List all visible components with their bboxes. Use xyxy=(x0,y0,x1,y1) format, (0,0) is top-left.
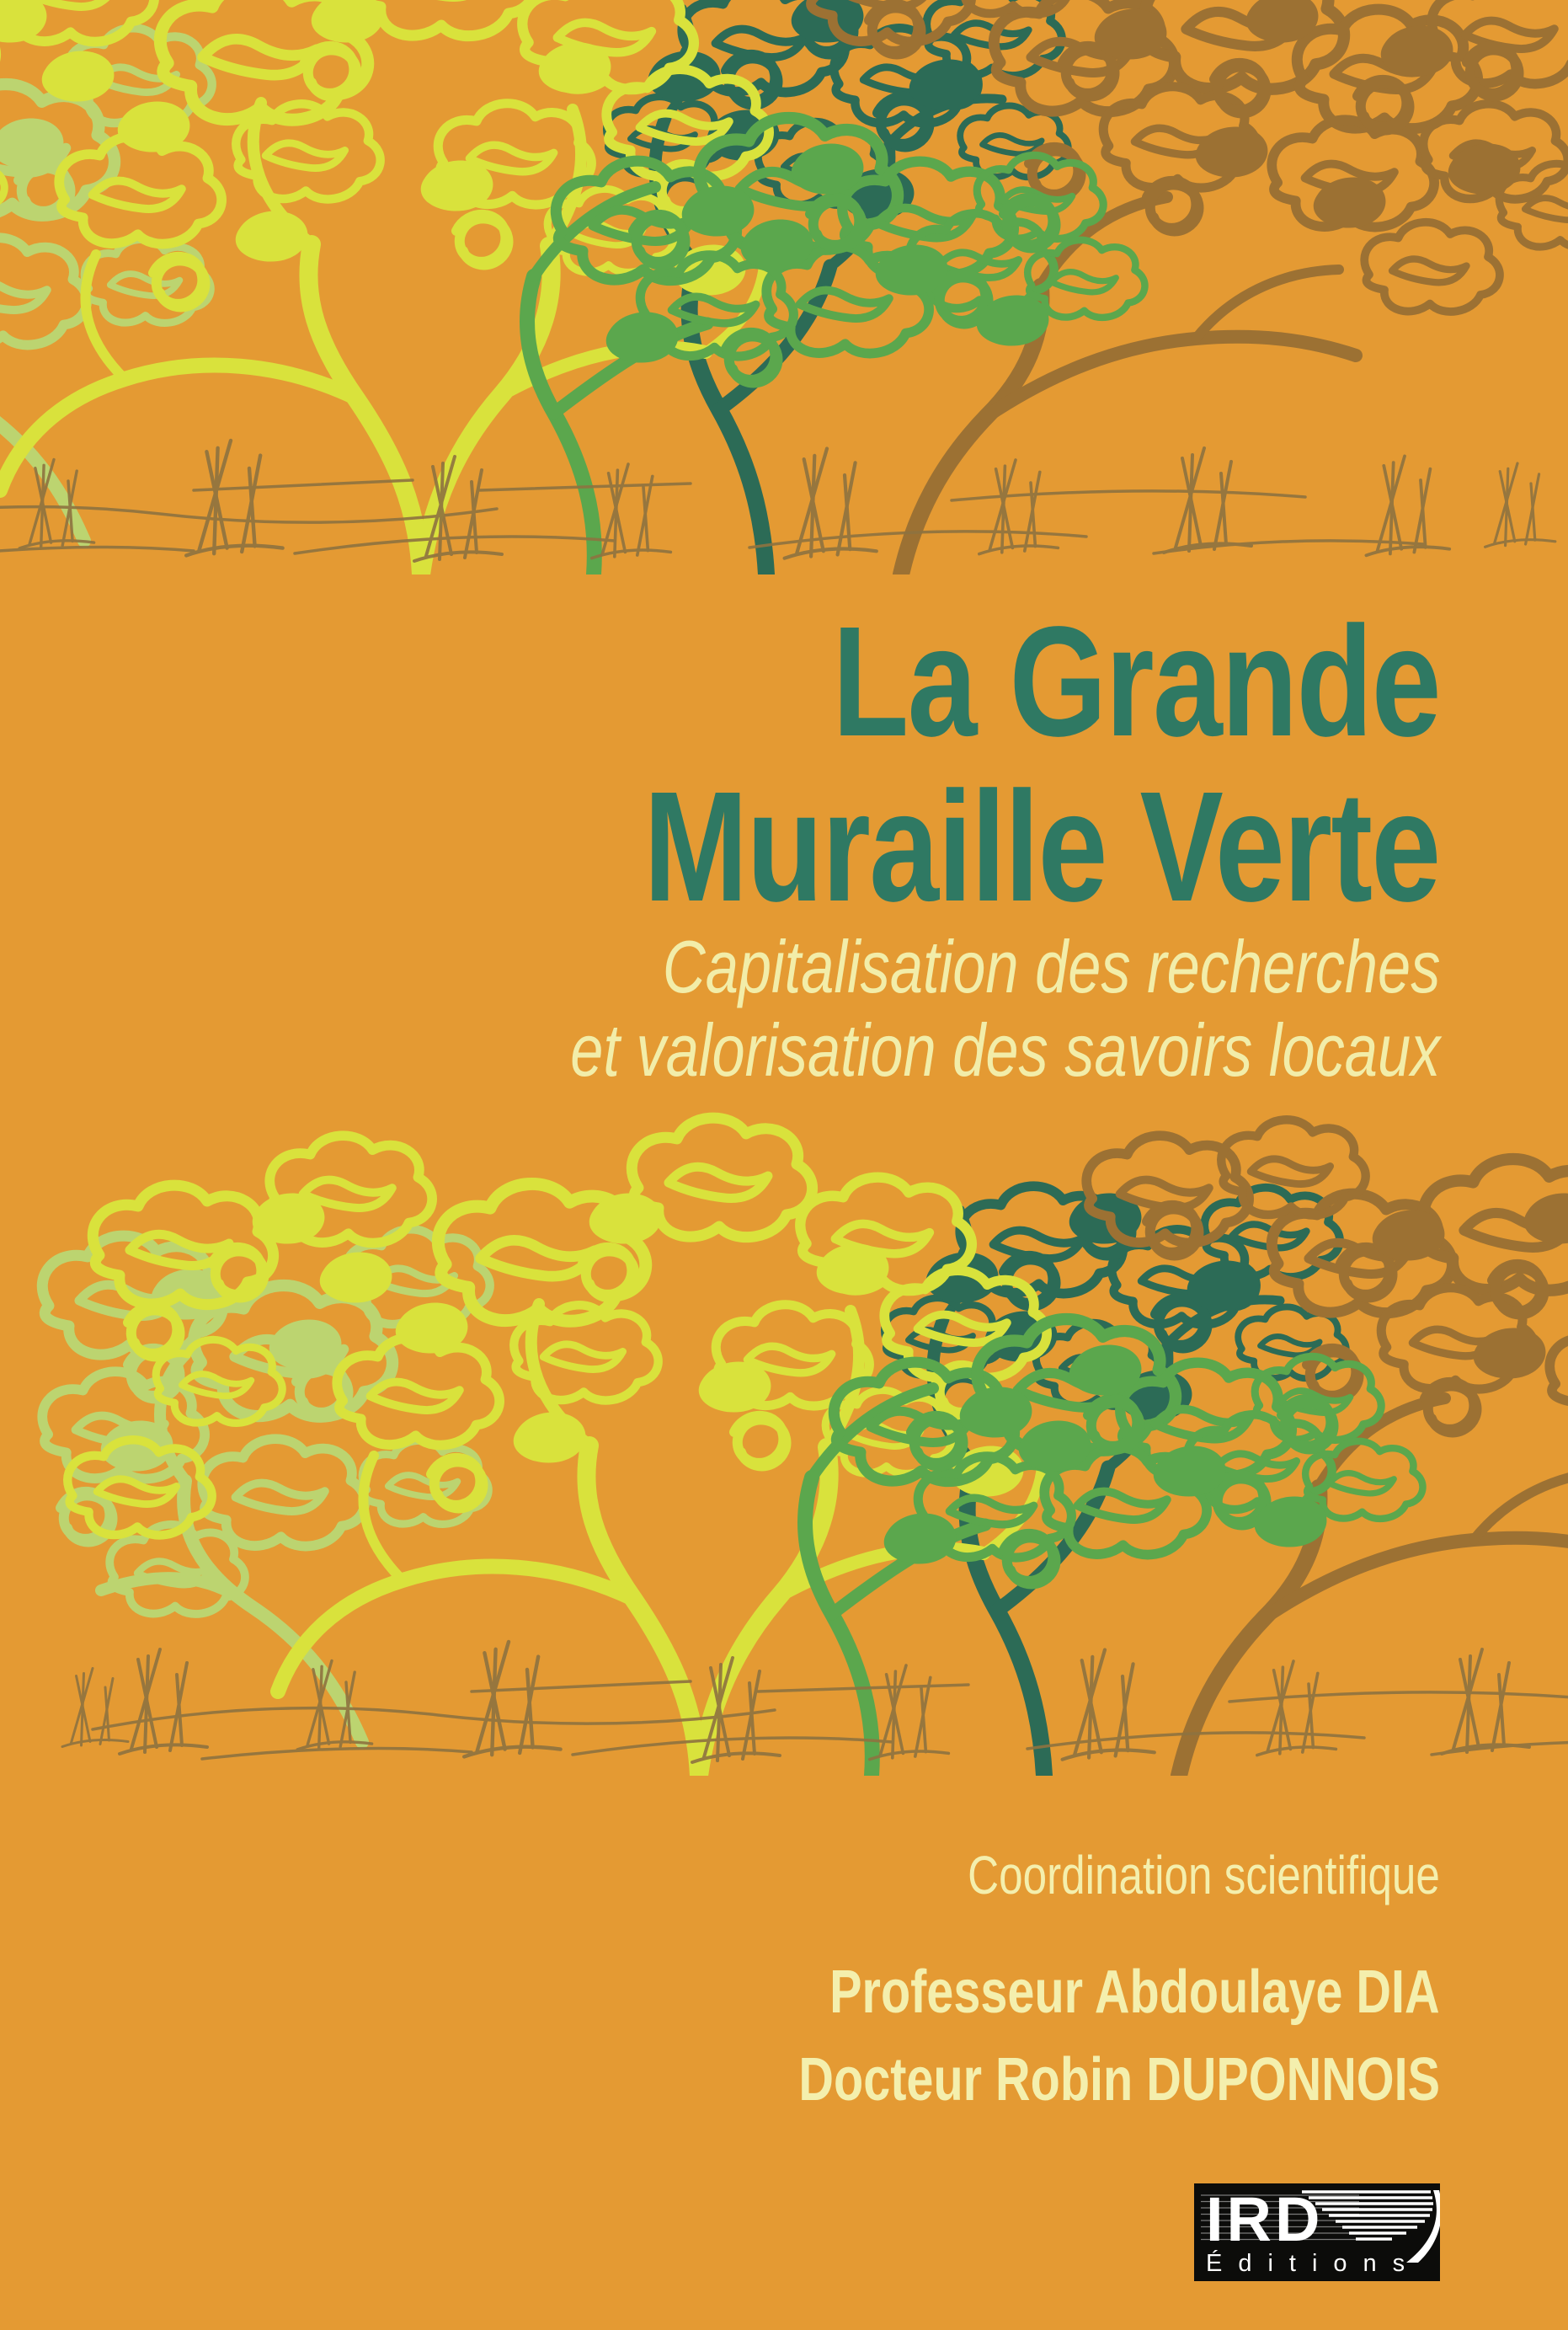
credits-names xyxy=(638,1948,1440,2124)
subtitle-line-2: et valorisation des savoirs locaux xyxy=(569,1008,1440,1092)
title-line-1: La Grande xyxy=(832,595,1440,769)
credits-name-2: Docteur Robin DUPONNOIS xyxy=(798,2046,1440,2114)
credits-block xyxy=(638,1846,1440,2124)
tree-illustration-top xyxy=(0,0,1568,574)
subtitle-line-1: Capitalisation des recherches xyxy=(662,925,1440,1008)
ird-editions-logo xyxy=(1194,2183,1440,2281)
title-line-2: Muraille Verte xyxy=(643,760,1440,934)
ird-logo-editions: Éditions xyxy=(1206,2250,1421,2277)
credits-name-1: Professeur Abdoulaye DIA xyxy=(829,1959,1440,2026)
book-subtitle xyxy=(353,925,1440,1092)
book-title xyxy=(445,595,1440,934)
credits-heading: Coordination scientifique xyxy=(968,1845,1440,1905)
ird-logo-name: IRD xyxy=(1206,2184,1324,2254)
tree-illustration-bottom xyxy=(0,1102,1568,1776)
